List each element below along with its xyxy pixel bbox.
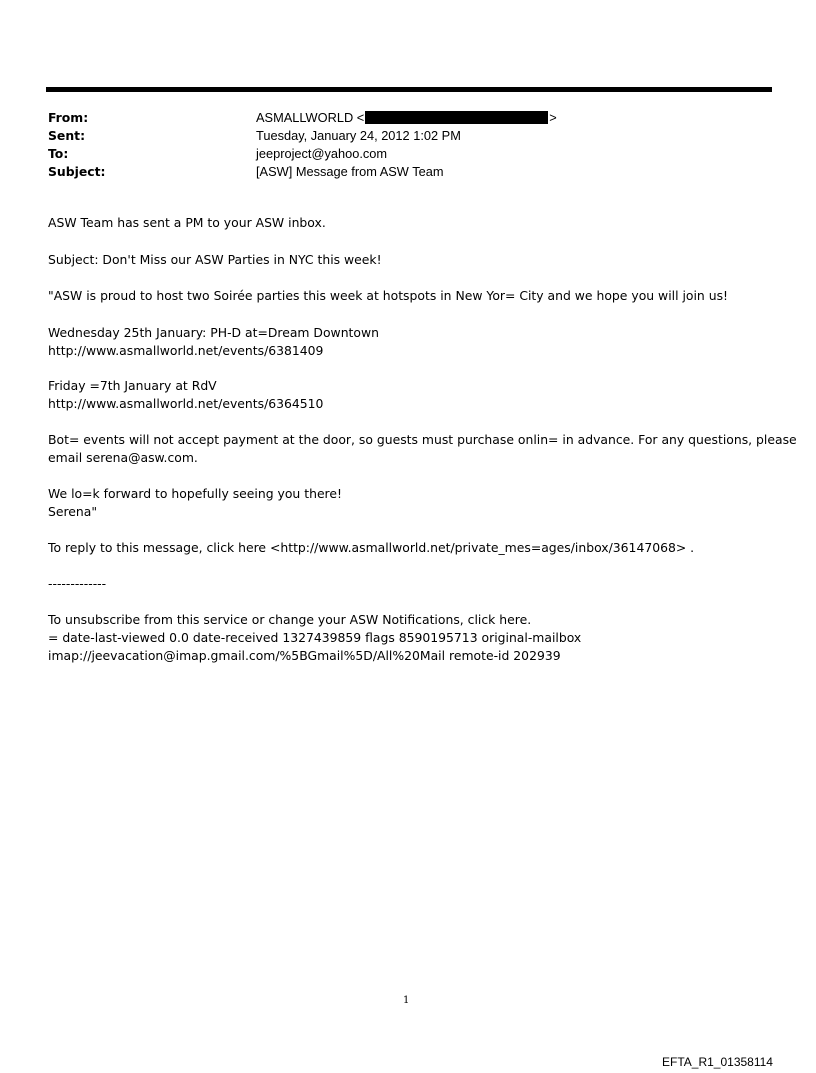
body-line: Wednesday 25th January: PH-D at=Dream Downtown <box>48 325 379 340</box>
bates-number: EFTA_R1_01358114 <box>662 1055 773 1069</box>
subject-value: [ASW] Message from ASW Team <box>256 164 444 179</box>
from-label: From: <box>48 110 89 125</box>
reply-line: To reply to this message, click here <http://www.asmallworld.net/private_mes=ages/inbox/36147068> . <box>48 540 695 555</box>
body-link: http://www.asmallworld.net/events/6364510 <box>48 396 324 411</box>
sent-label: Sent: <box>48 128 86 143</box>
from-row <box>48 109 748 127</box>
body-line: "ASW is proud to host two Soirée parties this week at hotspots in New Yor= City and we hope you will join us! <box>48 288 728 303</box>
metadata-line: imap://jeevacation@imap.gmail.com/%5BGmail%5D/All%20Mail remote-id 202939 <box>48 648 561 663</box>
subject-label: Subject: <box>48 164 106 179</box>
body-line: ASW Team has sent a PM to your ASW inbox. <box>48 215 326 230</box>
body-line: We lo=k forward to hopefully seeing you there! <box>48 486 342 501</box>
header-rule <box>46 87 772 92</box>
body-line: Serena" <box>48 504 98 519</box>
separator-dashes: ------------- <box>48 576 107 591</box>
body-line: Friday =7th January at RdV <box>48 378 217 393</box>
page-number: 1 <box>403 995 410 1006</box>
sent-value: Tuesday, January 24, 2012 1:02 PM <box>256 128 461 143</box>
redaction-block <box>365 111 548 124</box>
from-value <box>256 109 557 127</box>
from-close: > <box>549 110 557 125</box>
unsubscribe-line: To unsubscribe from this service or change your ASW Notifications, click here. <box>48 612 532 627</box>
from-name: ASMALLWORLD < <box>256 110 365 125</box>
body-line: Subject: Don't Miss our ASW Parties in NYC this week! <box>48 252 382 267</box>
to-row <box>48 145 748 163</box>
to-value: jeeproject@yahoo.com <box>256 146 388 161</box>
subject-row <box>48 163 748 181</box>
sent-row <box>48 127 748 145</box>
email-header <box>48 109 748 181</box>
to-label: To: <box>48 146 69 161</box>
metadata-line: = date-last-viewed 0.0 date-received 1327439859 flags 8590195713 original-mailbox <box>48 630 582 645</box>
body-line: Bot= events will not accept payment at the door, so guests must purchase onlin= in advance. For any questions, please <box>48 432 797 447</box>
body-line: email serena@asw.com. <box>48 450 198 465</box>
body-link: http://www.asmallworld.net/events/6381409 <box>48 343 324 358</box>
